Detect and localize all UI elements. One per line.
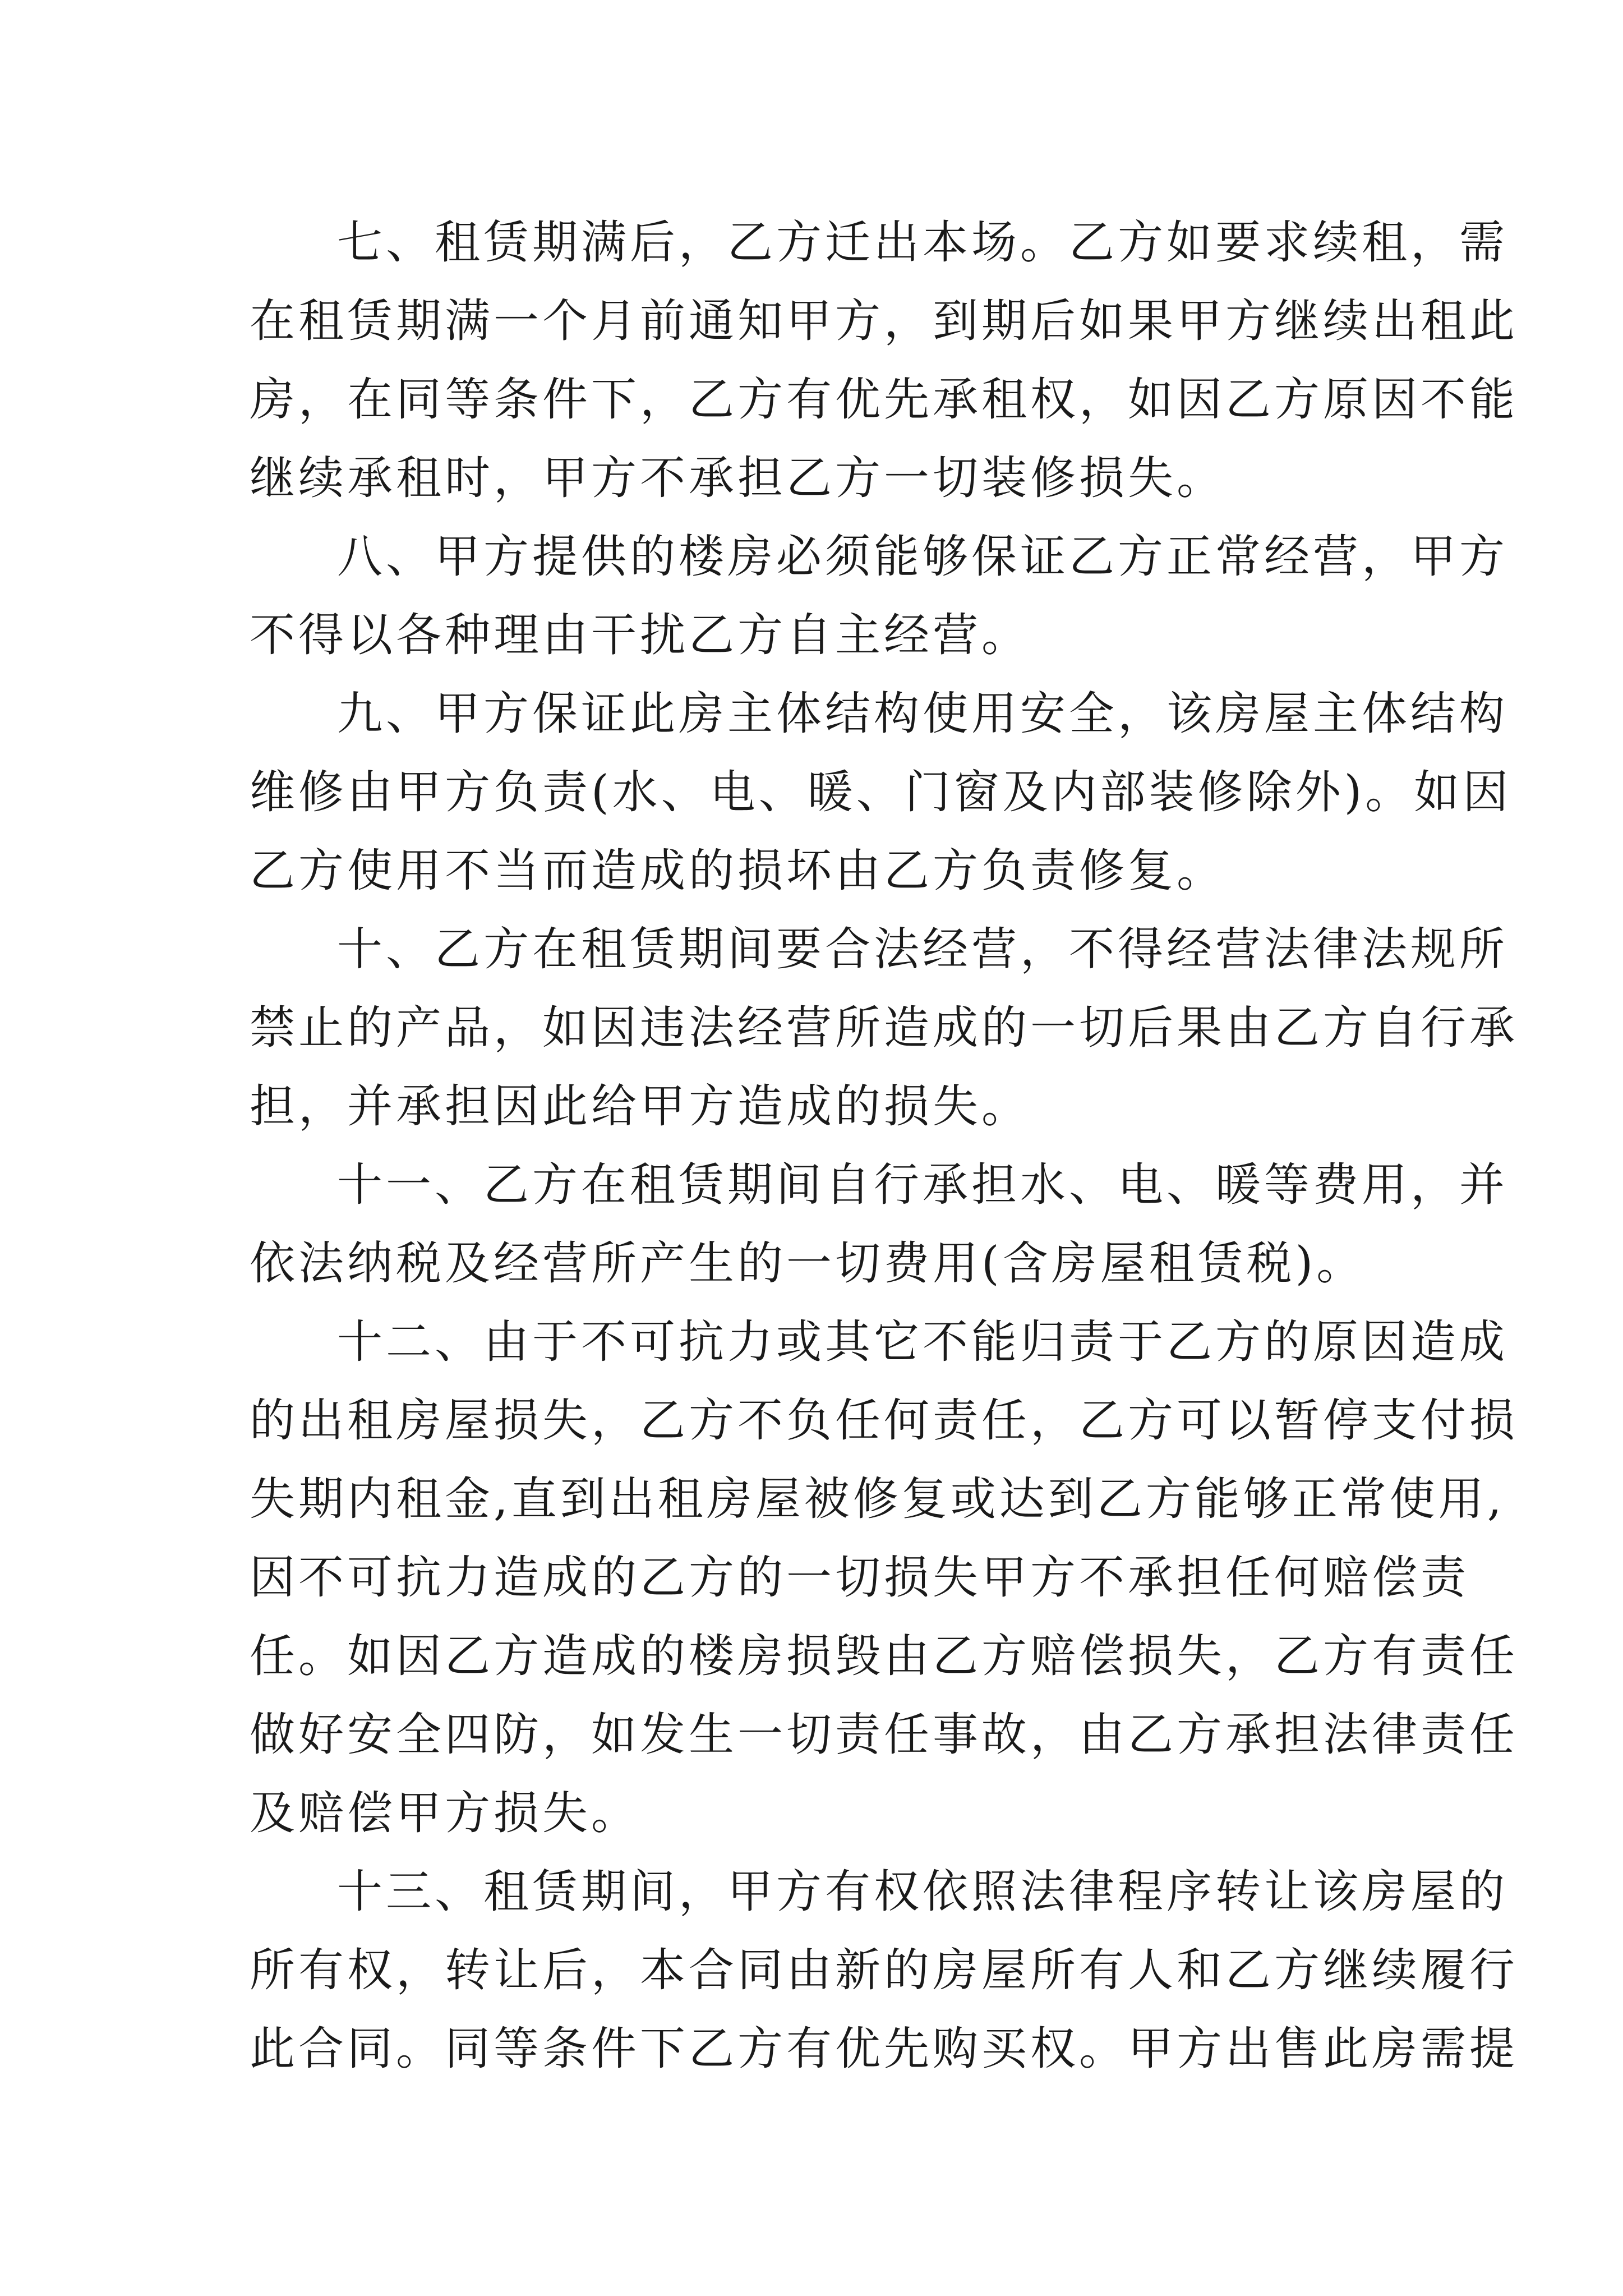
- contract-text: [250, 204, 1519, 2088]
- clause-12-line-6: 做好安全四防，如发生一切责任事故，由乙方承担法律责任: [250, 1709, 1519, 1761]
- clause-9-line-2: 维修由甲方负责(水、电、暖、门窗及内部装修除外)。如因: [250, 766, 1512, 819]
- clause-10-line-2: 禁止的产品，如因违法经营所造成的一切后果由乙方自行承: [250, 1002, 1519, 1055]
- clause-9-line-1: 九、甲方保证此房主体结构使用安全，该房屋主体结构: [337, 688, 1509, 740]
- clause-12-line-4: 因不可抗力造成的乙方的一切损失甲方不承担任何赔偿责: [250, 1552, 1470, 1604]
- clause-13-line-3: 此合同。同等条件下乙方有优先购买权。甲方出售此房需提: [250, 2023, 1519, 2076]
- clause-7-line-4: 继续承租时，甲方不承担乙方一切装修损失。: [250, 452, 1226, 505]
- clause-7-line-1: 七、租赁期满后，乙方迁出本场。乙方如要求续租，需: [337, 217, 1509, 269]
- clause-12-line-3: 失期内租金,直到出租房屋被修复或达到乙方能够正常使用,: [250, 1473, 1505, 1526]
- clause-11-line-1: 十一、乙方在租赁期间自行承担水、电、暖等费用，并: [337, 1159, 1509, 1212]
- clause-7-line-3: 房，在同等条件下，乙方有优先承租权，如因乙方原因不能: [250, 374, 1519, 426]
- clause-13-line-2: 所有权，转让后，本合同由新的房屋所有人和乙方继续履行: [250, 1944, 1519, 1997]
- clause-10-line-1: 十、乙方在租赁期间要合法经营，不得经营法律法规所: [337, 923, 1509, 976]
- clause-12-line-7: 及赔偿甲方损失。: [250, 1787, 640, 1840]
- clause-13-line-1: 十三、租赁期间，甲方有权依照法律程序转让该房屋的: [337, 1866, 1509, 1918]
- clause-12-line-2: 的出租房屋损失，乙方不负任何责任，乙方可以暂停支付损: [250, 1395, 1519, 1447]
- clause-10-line-3: 担，并承担因此给甲方造成的损失。: [250, 1080, 1031, 1133]
- clause-8-line-2: 不得以各种理由干扰乙方自主经营。: [250, 609, 1031, 662]
- clause-12-line-1: 十二、由于不可抗力或其它不能归责于乙方的原因造成: [337, 1316, 1509, 1369]
- clause-9-line-3: 乙方使用不当而造成的损坏由乙方负责修复。: [250, 845, 1226, 898]
- clause-11-line-2: 依法纳税及经营所产生的一切费用(含房屋租赁税)。: [250, 1237, 1366, 1290]
- clause-7-line-2: 在租赁期满一个月前通知甲方，到期后如果甲方继续出租此: [250, 295, 1519, 348]
- clause-8-line-1: 八、甲方提供的楼房必须能够保证乙方正常经营，甲方: [337, 531, 1509, 583]
- clause-12-line-5: 任。如因乙方造成的楼房损毁由乙方赔偿损失，乙方有责任: [250, 1630, 1519, 1683]
